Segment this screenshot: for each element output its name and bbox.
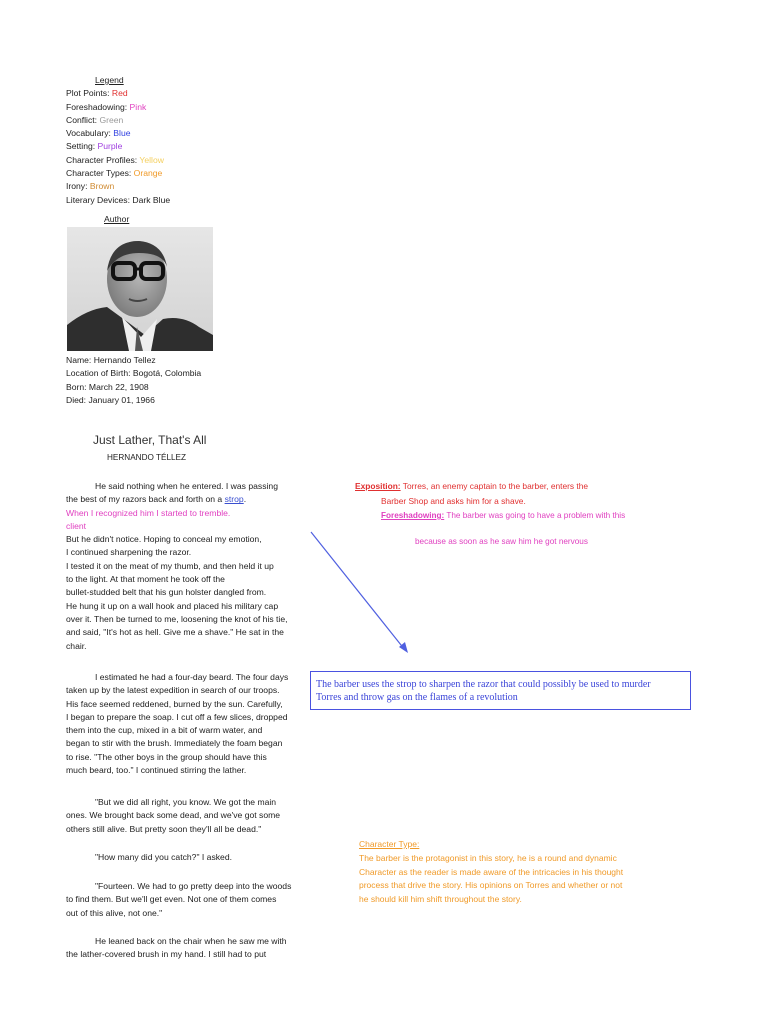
story-line: chair.	[66, 640, 87, 651]
story-line: much beard, too." I continued stirring the lather.	[66, 765, 247, 776]
foreshadowing-text-2: because as soon as he saw him he got nervous	[415, 537, 588, 546]
author-born: Born: March 22, 1908	[66, 381, 149, 392]
character-type-lines	[359, 852, 623, 907]
p1-line-2-text: the best of my razors back and forth on a	[66, 494, 225, 505]
character-type-note	[359, 838, 623, 907]
legend-item-label: Conflict:	[66, 114, 100, 125]
vocabulary-line-2: Torres and throw gas on the flames of a revolution	[316, 691, 518, 703]
story-author: HERNANDO TÉLLEZ	[107, 453, 187, 462]
author-birthplace: Location of Birth: Bogotá, Colombia	[66, 368, 202, 379]
story-line: to the light. At that moment he took off the	[66, 574, 225, 585]
story-line: I began to prepare the soap. I cut off a few slices, dropped	[66, 711, 288, 722]
foreshadowing-text-1: The barber was going to have a problem with this	[444, 511, 626, 520]
story-line: began to stir with the brush. Immediately the foam began	[66, 738, 283, 749]
p1-line-2-end: .	[243, 494, 247, 505]
story-line: He hung it up on a wall hook and placed his military cap	[66, 600, 279, 611]
story-line: and said, "It's hot as hell. Give me a shave." He sat in the	[66, 627, 284, 638]
story-line: to find them. But we'll get even. Not one of them comes	[66, 894, 277, 905]
story-title: Just Lather, That's All	[93, 433, 207, 447]
legend-item-label: Irony:	[66, 181, 90, 192]
character-type-line: The barber is the protagonist in this story, he is a round and dynamic	[359, 852, 617, 863]
exposition-label: Exposition:	[355, 481, 401, 491]
story-line: them into the cup, mixed in a bit of warm water, and	[66, 725, 263, 736]
legend-item-color: Orange	[133, 168, 163, 179]
legend-item-label: Foreshadowing:	[66, 101, 130, 112]
legend-item-color: Blue	[113, 128, 131, 139]
exposition-text-1: Torres, an enemy captain to the barber, enters the	[400, 481, 589, 491]
legend-item-label: Plot Points:	[66, 88, 112, 99]
exposition-text-2: Barber Shop and asks him for a shave.	[381, 496, 526, 506]
character-type-line: he should kill him shift throughout the story.	[359, 894, 522, 905]
story-line: bullet-studded belt that his gun holster dangled from.	[66, 587, 267, 598]
story-line: "But we did all right, you know. We got the main	[95, 797, 277, 807]
legend-item-label: Character Types:	[66, 168, 134, 179]
story-line: the lather-covered brush in my hand. I still had to put	[66, 949, 267, 960]
vocabulary-line-1: The barber uses the strop to sharpen the razor that could possibly be used to murder	[316, 679, 651, 690]
story-line: ones. We brought back some dead, and we've got some	[66, 810, 281, 821]
story-line: I tested it on the meat of my thumb, and then held it up	[66, 560, 274, 571]
character-type-line: Character as the reader is made aware of the intricacies in his thought	[359, 866, 624, 877]
story-line: He leaned back on the chair when he saw me with	[95, 936, 287, 946]
p1-client-line: client	[66, 520, 87, 531]
legend-item-color: Red	[111, 88, 128, 99]
legend-item-color: Pink	[129, 101, 147, 112]
legend-title: Legend	[95, 75, 124, 85]
story-line: I continued sharpening the razor.	[66, 547, 192, 558]
story-line: But he didn't notice. Hoping to conceal my emotion,	[66, 534, 262, 545]
foreshadowing-label: Foreshadowing:	[381, 511, 445, 520]
story-line: I estimated he had a four-day beard. The four days	[95, 672, 289, 682]
story-line: taken up by the latest expedition in search of our troops.	[66, 685, 280, 696]
story-line: others still alive. But pretty soon they'll all be dead."	[66, 823, 262, 834]
legend-item-color: Brown	[89, 181, 115, 192]
vocabulary-note-box	[310, 671, 691, 710]
legend-item-label: Setting:	[66, 141, 98, 152]
story-line: out of this alive, not one."	[66, 907, 163, 918]
legend-item-color: Dark Blue	[132, 194, 171, 205]
story-line: "How many did you catch?" I asked.	[95, 852, 232, 862]
author-died: Died: January 01, 1966	[66, 394, 155, 405]
author-name: Name: Hernando Tellez	[66, 355, 156, 365]
character-type-line: process that drive the story. His opinions on Torres and whether or not	[359, 880, 623, 891]
legend-item-label: Character Profiles:	[66, 154, 140, 165]
legend-item-label: Vocabulary:	[66, 128, 114, 139]
p1-line-1: He said nothing when he entered. I was passing	[95, 481, 278, 491]
strop-vocab-link[interactable]: strop	[224, 494, 244, 505]
story-line: to rise. "The other boys in the group should have this	[66, 751, 267, 762]
character-type-label: Character Type:	[359, 839, 420, 849]
arrow-line	[311, 532, 405, 650]
story-line: "Fourteen. We had to go pretty deep into the woods	[95, 881, 292, 891]
legend-item-color: Purple	[97, 141, 123, 152]
legend-item-label: Literary Devices:	[66, 194, 133, 205]
story-line: over it. Then be turned to me, loosening the knot of his tie,	[66, 613, 288, 624]
legend-item-color: Green	[99, 114, 124, 125]
legend-item-color: Yellow	[139, 154, 164, 165]
story-line: His face seemed reddened, burned by the sun. Carefully,	[66, 698, 283, 709]
p1-foreshadow-line: When I recognized him I started to tremble.	[66, 507, 231, 518]
author-heading: Author	[104, 214, 130, 224]
